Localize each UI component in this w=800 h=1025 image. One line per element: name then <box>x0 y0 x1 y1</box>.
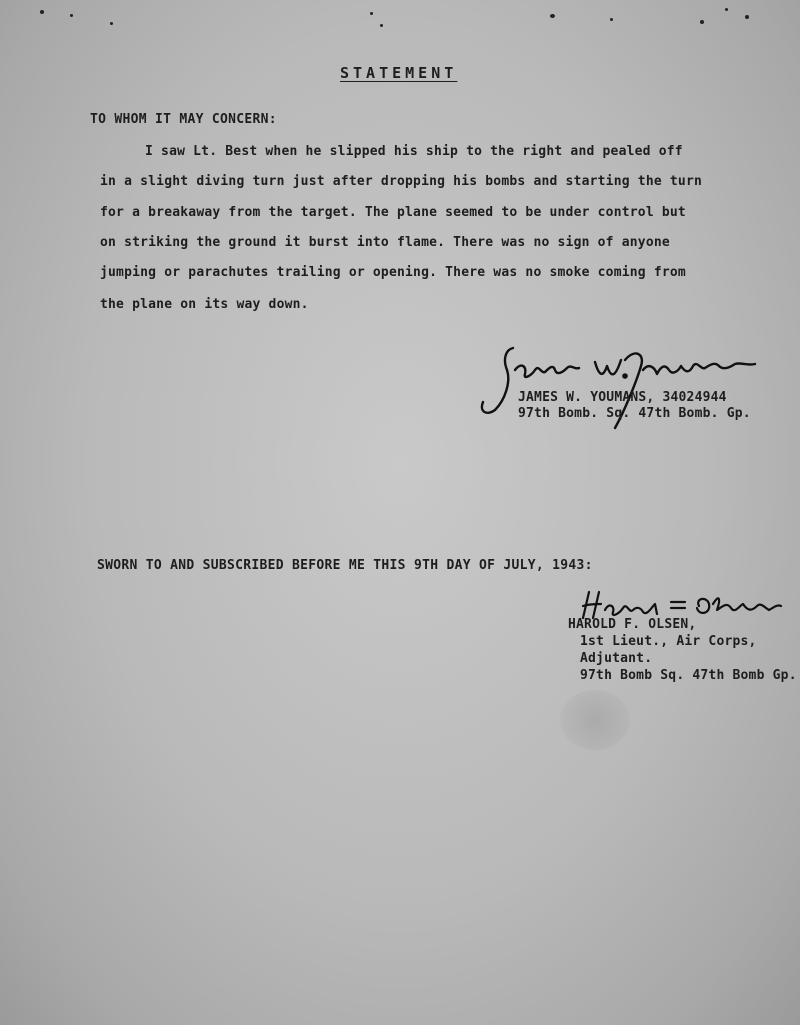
speck <box>380 24 383 27</box>
speck <box>700 20 704 24</box>
body-line: for a breakaway from the target. The plane seemed to be under control but <box>100 205 686 220</box>
document-title: STATEMENT <box>340 64 458 82</box>
witness-name: JAMES W. YOUMANS, 34024944 <box>518 390 727 405</box>
speck <box>610 18 613 21</box>
body-line: the plane on its way down. <box>100 297 309 312</box>
sworn-statement: SWORN TO AND SUBSCRIBED BEFORE ME THIS 9TH DAY OF JULY, 1943: <box>97 558 593 573</box>
salutation: TO WHOM IT MAY CONCERN: <box>90 112 277 127</box>
speck <box>70 14 73 17</box>
speck <box>745 15 749 19</box>
officer-rank: 1st Lieut., Air Corps, <box>580 634 757 649</box>
officer-role: Adjutant. <box>580 651 653 666</box>
speck <box>725 8 728 11</box>
officer-unit: 97th Bomb Sq. 47th Bomb Gp. <box>580 668 797 683</box>
body-line: I saw Lt. Best when he slipped his ship to the right and pealed off <box>145 144 683 159</box>
speck <box>370 12 373 15</box>
body-line: on striking the ground it burst into flame. There was no sign of anyone <box>100 235 670 250</box>
speck <box>110 22 113 25</box>
stain <box>560 690 630 750</box>
body-line: jumping or parachutes trailing or opening. There was no smoke coming from <box>100 265 686 280</box>
witness-unit: 97th Bomb. Sq. 47th Bomb. Gp. <box>518 406 751 421</box>
speck <box>40 10 44 14</box>
officer-name: HAROLD F. OLSEN, <box>568 617 697 632</box>
speck <box>550 14 555 18</box>
body-line: in a slight diving turn just after dropping his bombs and starting the turn <box>100 174 702 189</box>
